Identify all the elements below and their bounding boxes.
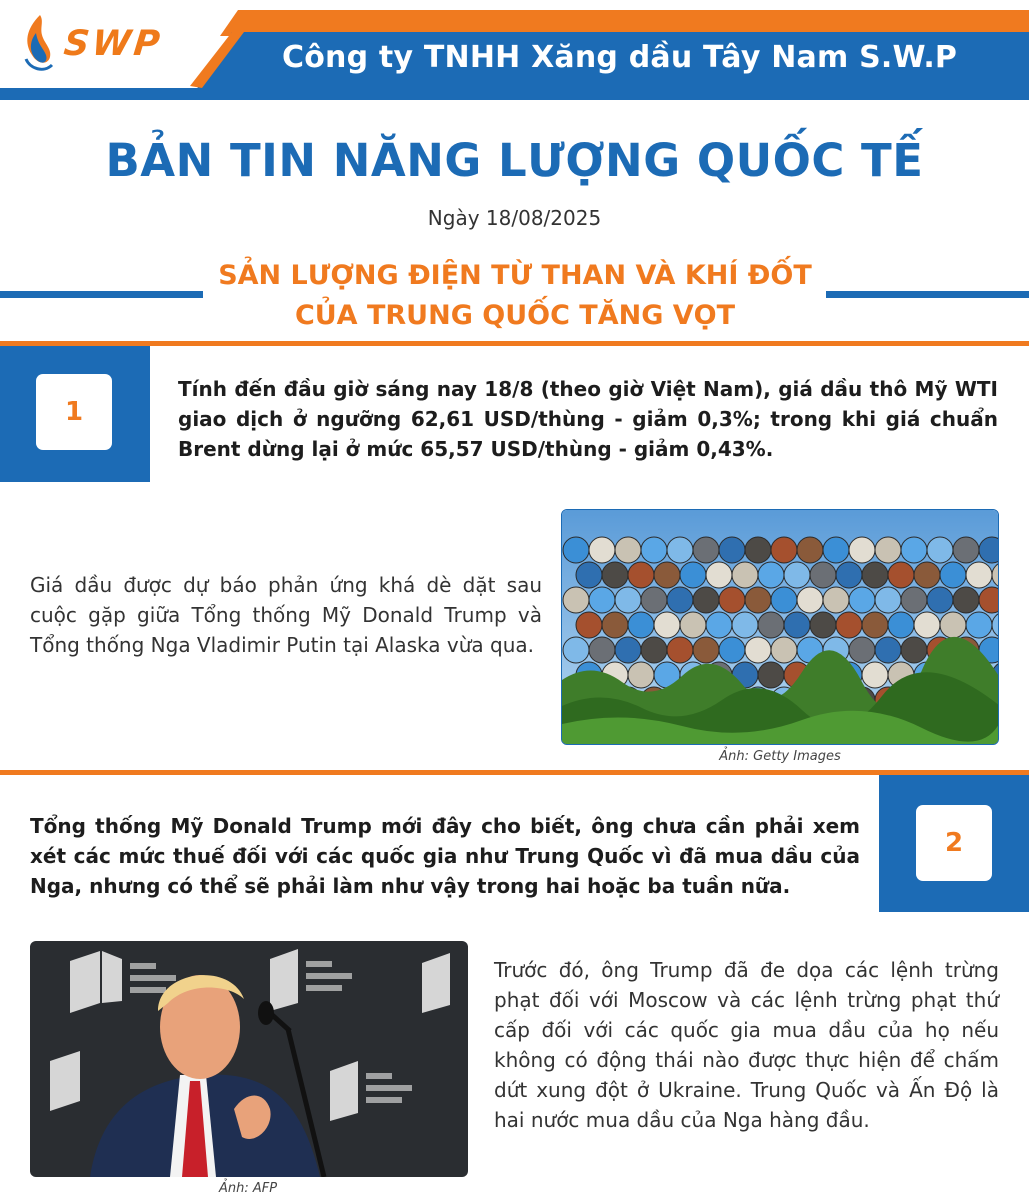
oil-barrels-image (562, 510, 999, 745)
headline-line-2: CỦA TRUNG QUỐC TĂNG VỌT (294, 300, 736, 331)
company-logo (18, 12, 165, 76)
item-2-body: Trước đó, ông Trump đã đe dọa các lệnh trừng phạt đối với Moscow và các lệnh trừng phạt thứ cấp đối với các quốc gia mua dầu của họ nếu không có động thái nào được thực hiện để chấm dứt xung đột ở Ukraine. Trung Quốc và Ấn Độ là hai nước mua dầu của Nga hàng đầu. (494, 958, 999, 1132)
headline (205, 256, 825, 336)
headline-rule-right (826, 291, 1029, 298)
item-1-lead: Tính đến đầu giờ sáng nay 18/8 (theo giờ Việt Nam), giá dầu thô Mỹ WTI giao dịch ở ngưỡng 62,61 USD/thùng - giảm 0,3%; trong khi giá chuẩn Brent dừng lại ở mức 65,57 USD/thùng - giảm 0,43%. (178, 377, 998, 461)
trump-speaking-image (30, 941, 468, 1177)
oil-barrels-photo (561, 509, 999, 745)
item-1-number: 1 (36, 374, 112, 450)
item-2-number-block (879, 775, 1029, 912)
item-2-lead: Tổng thống Mỹ Donald Trump mới đây cho biết, ông chưa cần phải xem xét các mức thuế đối với các quốc gia như Trung Quốc vì đã mua dầu của Nga, nhưng có thể sẽ phải làm như vậy trong hai hoặc ba tuần nữa. (30, 814, 860, 898)
item-1-number-block (0, 346, 150, 482)
section-divider-1 (0, 341, 1029, 346)
item-1-body: Giá dầu được dự báo phản ứng khá dè dặt sau cuộc gặp giữa Tổng thống Mỹ Donald Trump và Tổng thống Nga Vladimir Putin tại Alaska vừa qua. (30, 573, 542, 657)
header-banner (0, 0, 1029, 100)
headline-rule-left (0, 291, 203, 298)
item-1-photo-caption: Ảnh: Getty Images (719, 749, 841, 764)
trump-speaking-photo (30, 941, 468, 1177)
bulletin-title: BẢN TIN NĂNG LƯỢNG QUỐC TẾ (105, 134, 924, 187)
item-2-photo-caption: Ảnh: AFP (218, 1181, 278, 1196)
item-2-number: 2 (916, 805, 992, 881)
flame-logo-icon (18, 13, 58, 75)
brand-name: SWP (61, 24, 165, 64)
company-name: Công ty TNHH Xăng dầu Tây Nam S.W.P (282, 40, 958, 75)
headline-line-1: SẢN LƯỢNG ĐIỆN TỪ THAN VÀ KHÍ ĐỐT (218, 260, 812, 291)
section-divider-2 (0, 770, 1029, 775)
bulletin-date: Ngày 18/08/2025 (427, 206, 602, 230)
